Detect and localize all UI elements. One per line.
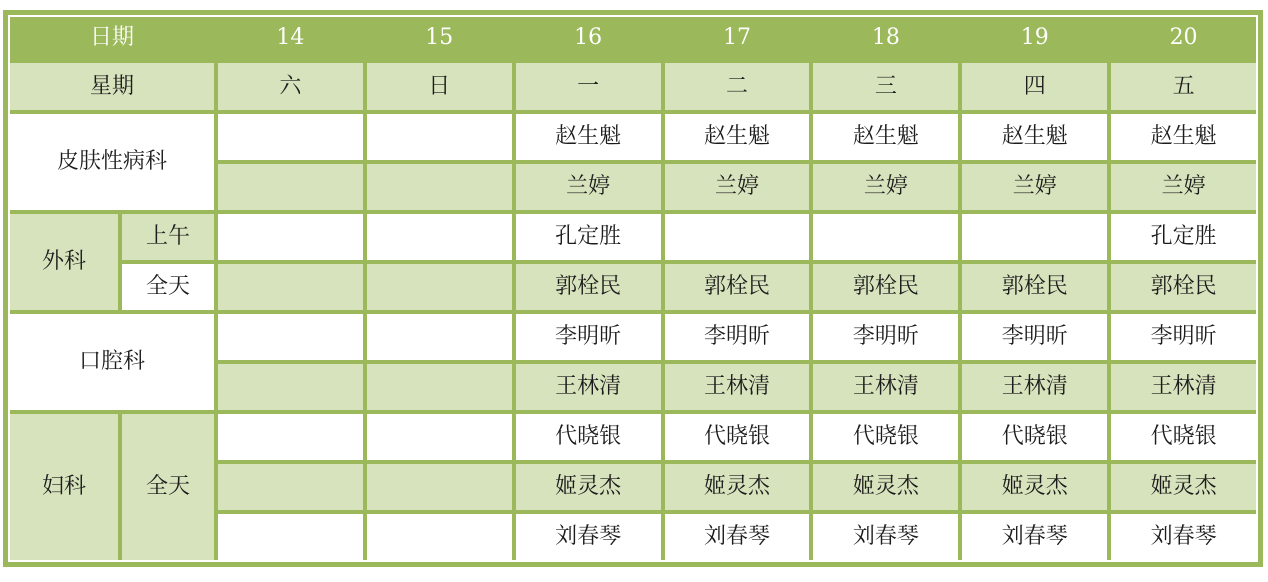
doctor-cell: 兰婷: [813, 164, 958, 210]
period-cell-allday: 全天: [122, 264, 214, 310]
weekday-cell: 二: [665, 63, 810, 110]
doctor-cell: 刘春琴: [1111, 514, 1256, 560]
date-header-cell: 15: [367, 17, 512, 59]
empty-cell: [218, 314, 363, 360]
department-cell-surgery: 外科: [10, 214, 118, 310]
duty-schedule-page: [0, 10, 1268, 582]
doctor-cell: 孔定胜: [516, 214, 661, 260]
doctor-cell: 孔定胜: [1111, 214, 1256, 260]
empty-cell: [367, 464, 512, 510]
empty-cell: [367, 164, 512, 210]
doctor-cell: 兰婷: [516, 164, 661, 210]
doctor-cell: 代晓银: [665, 414, 810, 460]
doctor-cell: 姬灵杰: [962, 464, 1107, 510]
week-header-label: 星期: [10, 63, 214, 110]
doctor-cell: 刘春琴: [665, 514, 810, 560]
empty-cell: [367, 214, 512, 260]
doctor-cell: 兰婷: [1111, 164, 1256, 210]
empty-cell: [218, 264, 363, 310]
doctor-cell: 姬灵杰: [516, 464, 661, 510]
doctor-cell: 李明昕: [516, 314, 661, 360]
department-cell-dental: 口腔科: [10, 314, 214, 410]
doctor-cell: 兰婷: [665, 164, 810, 210]
empty-cell: [367, 514, 512, 560]
empty-cell: [218, 164, 363, 210]
doctor-cell: 赵生魁: [516, 114, 661, 160]
doctor-cell: 赵生魁: [962, 114, 1107, 160]
date-header-cell: 17: [665, 17, 810, 59]
weekday-cell: 四: [962, 63, 1107, 110]
period-cell-allday: 全天: [122, 414, 214, 560]
empty-cell: [813, 214, 958, 260]
doctor-cell: 刘春琴: [962, 514, 1107, 560]
doctor-cell: 王林清: [962, 364, 1107, 410]
department-cell-dermatology: 皮肤性病科: [10, 114, 214, 210]
empty-cell: [367, 364, 512, 410]
doctor-cell: 郭栓民: [1111, 264, 1256, 310]
doctor-cell: 兰婷: [962, 164, 1107, 210]
doctor-cell: 李明昕: [962, 314, 1107, 360]
date-header-cell: 20: [1111, 17, 1256, 59]
doctor-cell: 代晓银: [962, 414, 1107, 460]
date-header-cell: 16: [516, 17, 661, 59]
doctor-cell: 赵生魁: [813, 114, 958, 160]
empty-cell: [367, 264, 512, 310]
empty-cell: [218, 464, 363, 510]
empty-cell: [962, 214, 1107, 260]
department-cell-gynecology: 妇科: [10, 414, 118, 560]
empty-cell: [367, 314, 512, 360]
doctor-cell: 刘春琴: [516, 514, 661, 560]
doctor-cell: 王林清: [1111, 364, 1256, 410]
weekday-cell: 一: [516, 63, 661, 110]
doctor-cell: 王林清: [665, 364, 810, 410]
weekday-cell: 六: [218, 63, 363, 110]
empty-cell: [218, 364, 363, 410]
doctor-cell: 赵生魁: [665, 114, 810, 160]
doctor-cell: 郭栓民: [516, 264, 661, 310]
empty-cell: [218, 114, 363, 160]
empty-cell: [218, 214, 363, 260]
weekday-cell: 日: [367, 63, 512, 110]
date-header-cell: 19: [962, 17, 1107, 59]
date-header-cell: 18: [813, 17, 958, 59]
empty-cell: [218, 514, 363, 560]
doctor-cell: 郭栓民: [813, 264, 958, 310]
doctor-cell: 代晓银: [1111, 414, 1256, 460]
schedule-table: [3, 10, 1263, 567]
weekday-cell: 三: [813, 63, 958, 110]
doctor-cell: 代晓银: [516, 414, 661, 460]
empty-cell: [665, 214, 810, 260]
doctor-cell: 代晓银: [813, 414, 958, 460]
period-cell-morning: 上午: [122, 214, 214, 260]
empty-cell: [367, 114, 512, 160]
doctor-cell: 郭栓民: [962, 264, 1107, 310]
doctor-cell: 姬灵杰: [1111, 464, 1256, 510]
doctor-cell: 李明昕: [813, 314, 958, 360]
doctor-cell: 王林清: [813, 364, 958, 410]
empty-cell: [367, 414, 512, 460]
doctor-cell: 姬灵杰: [813, 464, 958, 510]
empty-cell: [218, 414, 363, 460]
doctor-cell: 李明昕: [1111, 314, 1256, 360]
doctor-cell: 姬灵杰: [665, 464, 810, 510]
doctor-cell: 郭栓民: [665, 264, 810, 310]
doctor-cell: 李明昕: [665, 314, 810, 360]
weekday-cell: 五: [1111, 63, 1256, 110]
doctor-cell: 赵生魁: [1111, 114, 1256, 160]
date-header-cell: 14: [218, 17, 363, 59]
doctor-cell: 王林清: [516, 364, 661, 410]
schedule-grid: [10, 17, 1256, 560]
doctor-cell: 刘春琴: [813, 514, 958, 560]
date-header-label: 日期: [10, 17, 214, 59]
